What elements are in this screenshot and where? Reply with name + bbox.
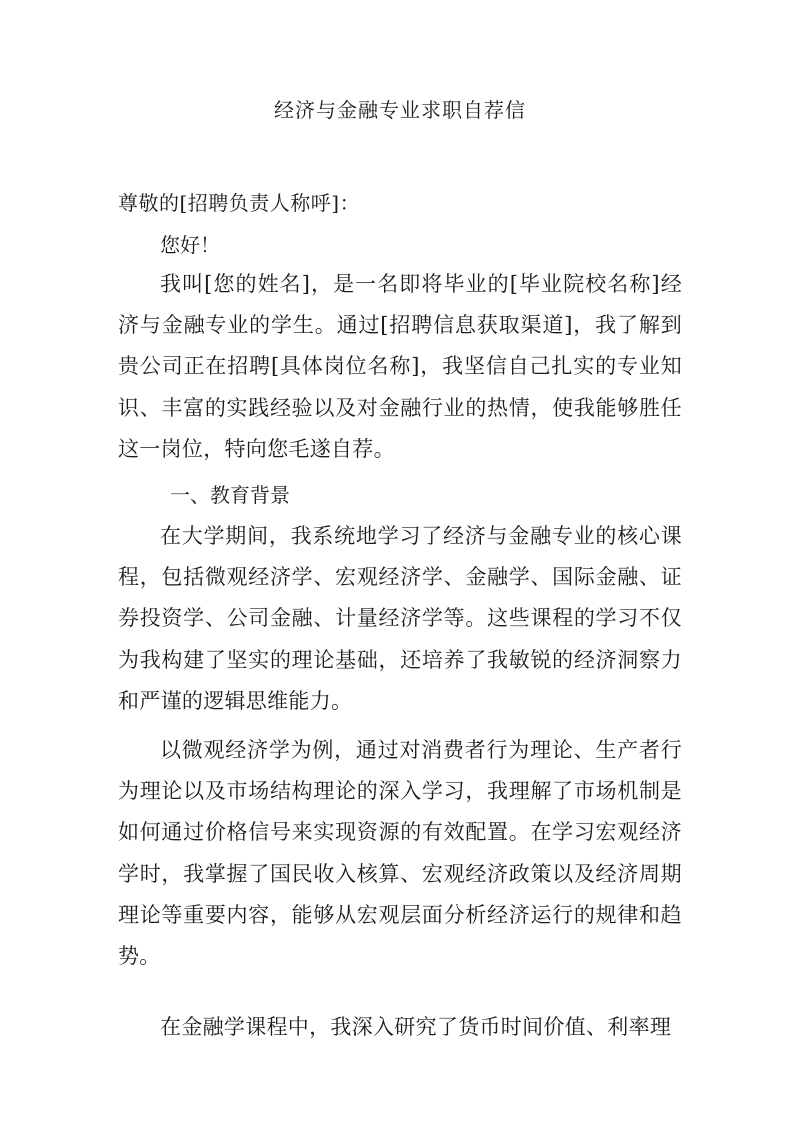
education-paragraph: 以微观经济学为例，通过对消费者行为理论、生产者行为理论以及市场结构理论的深入学习，我理解了市场机制是如何通过价格信号来实现资源的有效配置。在学习宏观经济学时，我掌握了国民收入核算、宏观经济政策以及经济周期理论等重要内容，能够从宏观层面分析经济运行的规律和趋势。 [118,738,682,969]
letter-title: 经济与金融专业求职自荐信 [274,98,526,122]
salutation: 尊敬的[招聘负责人称呼]： [118,191,361,215]
intro-paragraph: 我叫[您的姓名]，是一名即将毕业的[毕业院校名称]经济与金融专业的学生。通过[招聘信息获取渠道]，我了解到贵公司正在招聘[具体岗位名称]，我坚信自己扎实的专业知识、丰富的实践经验以及对金融行业的热情，使我能够胜任这一岗位，特向您毛遂自荐。 [118,272,682,461]
greeting: 您好！ [160,233,220,257]
education-paragraph: 在金融学课程中，我深入研究了货币时间价值、利率理 [160,1015,672,1039]
section-heading-education: 一、教育背景 [170,483,290,507]
education-paragraph: 在大学期间，我系统地学习了经济与金融专业的核心课程，包括微观经济学、宏观经济学、金融学、国际金融、证券投资学、公司金融、计量经济学等。这些课程的学习不仅为我构建了坚实的理论基础，还培养了我敏锐的经济洞察力和严谨的逻辑思维能力。 [118,524,682,713]
